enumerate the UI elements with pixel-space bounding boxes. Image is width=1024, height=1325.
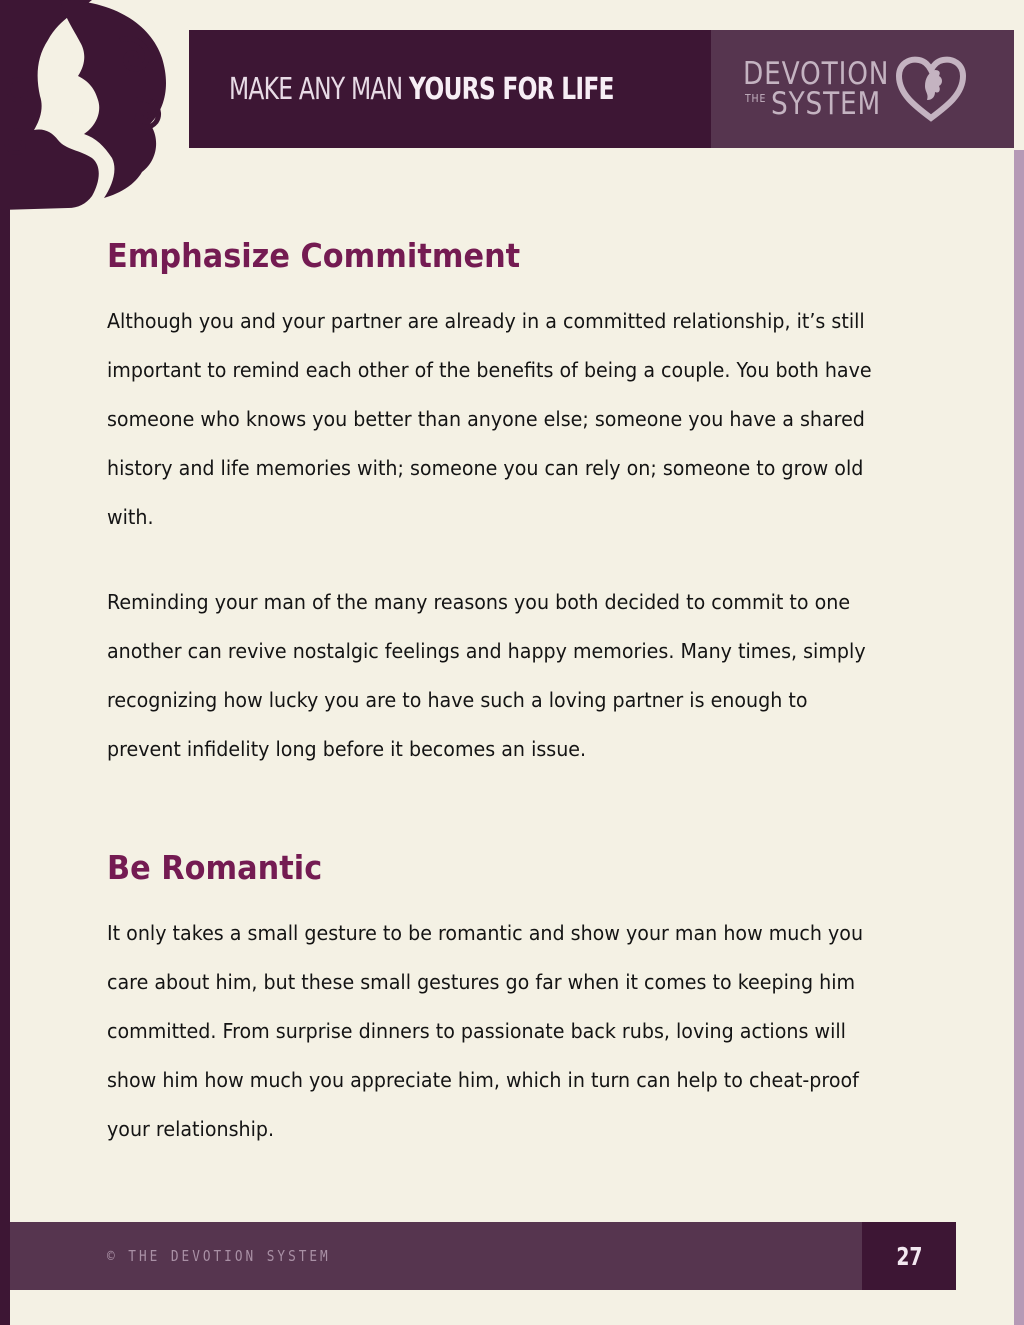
devotion-system-logo — [743, 56, 973, 126]
header-title-bar — [189, 30, 711, 148]
logo-word-the: THE — [745, 92, 767, 105]
heart-silhouette-icon — [895, 56, 967, 122]
section-heading-emphasize-commitment: Emphasize Commitment — [107, 236, 521, 275]
footer-bar — [10, 1222, 862, 1290]
header-logo-bar — [711, 30, 1014, 148]
page-number-box — [862, 1222, 956, 1290]
section-heading-be-romantic: Be Romantic — [107, 848, 323, 887]
logo-word-devotion: DEVOTION — [743, 56, 890, 92]
section-paragraph: It only takes a small gesture to be romantic and show your man how much you care about him, but these small gestures go far when it comes to keeping him committed. From surprise dinners to passionate back rubs, loving actions will show him how much you appreciate him, which in turn can help to cheat-proof your relationship. — [107, 921, 864, 1141]
header-title — [229, 72, 614, 107]
woman-silhouette-icon — [0, 0, 175, 210]
section-paragraph: Although you and your partner are already in a committed relationship, it’s still important to remind each other of the benefits of being a couple. You both have someone who knows you better than anyone else; someone you have a shared history and life memories with; someone you can rely on; someone to grow old with. — [107, 309, 872, 529]
page-number: 27 — [895, 1241, 923, 1271]
left-edge-bar — [0, 200, 10, 1325]
section-paragraph: Reminding your man of the many reasons you both decided to commit to one another can revive nostalgic feelings and happy memories. Many times, simply recognizing how lucky you are to have such a loving partner is enough to prevent infidelity long before it becomes an issue. — [107, 590, 866, 761]
right-edge-bar — [1014, 150, 1024, 1325]
footer-copyright: © THE DEVOTION SYSTEM — [107, 1247, 331, 1265]
header-title-regular: MAKE ANY MAN — [229, 71, 403, 107]
header-title-bold: YOURS FOR LIFE — [409, 71, 614, 107]
logo-word-system: SYSTEM — [771, 86, 882, 122]
